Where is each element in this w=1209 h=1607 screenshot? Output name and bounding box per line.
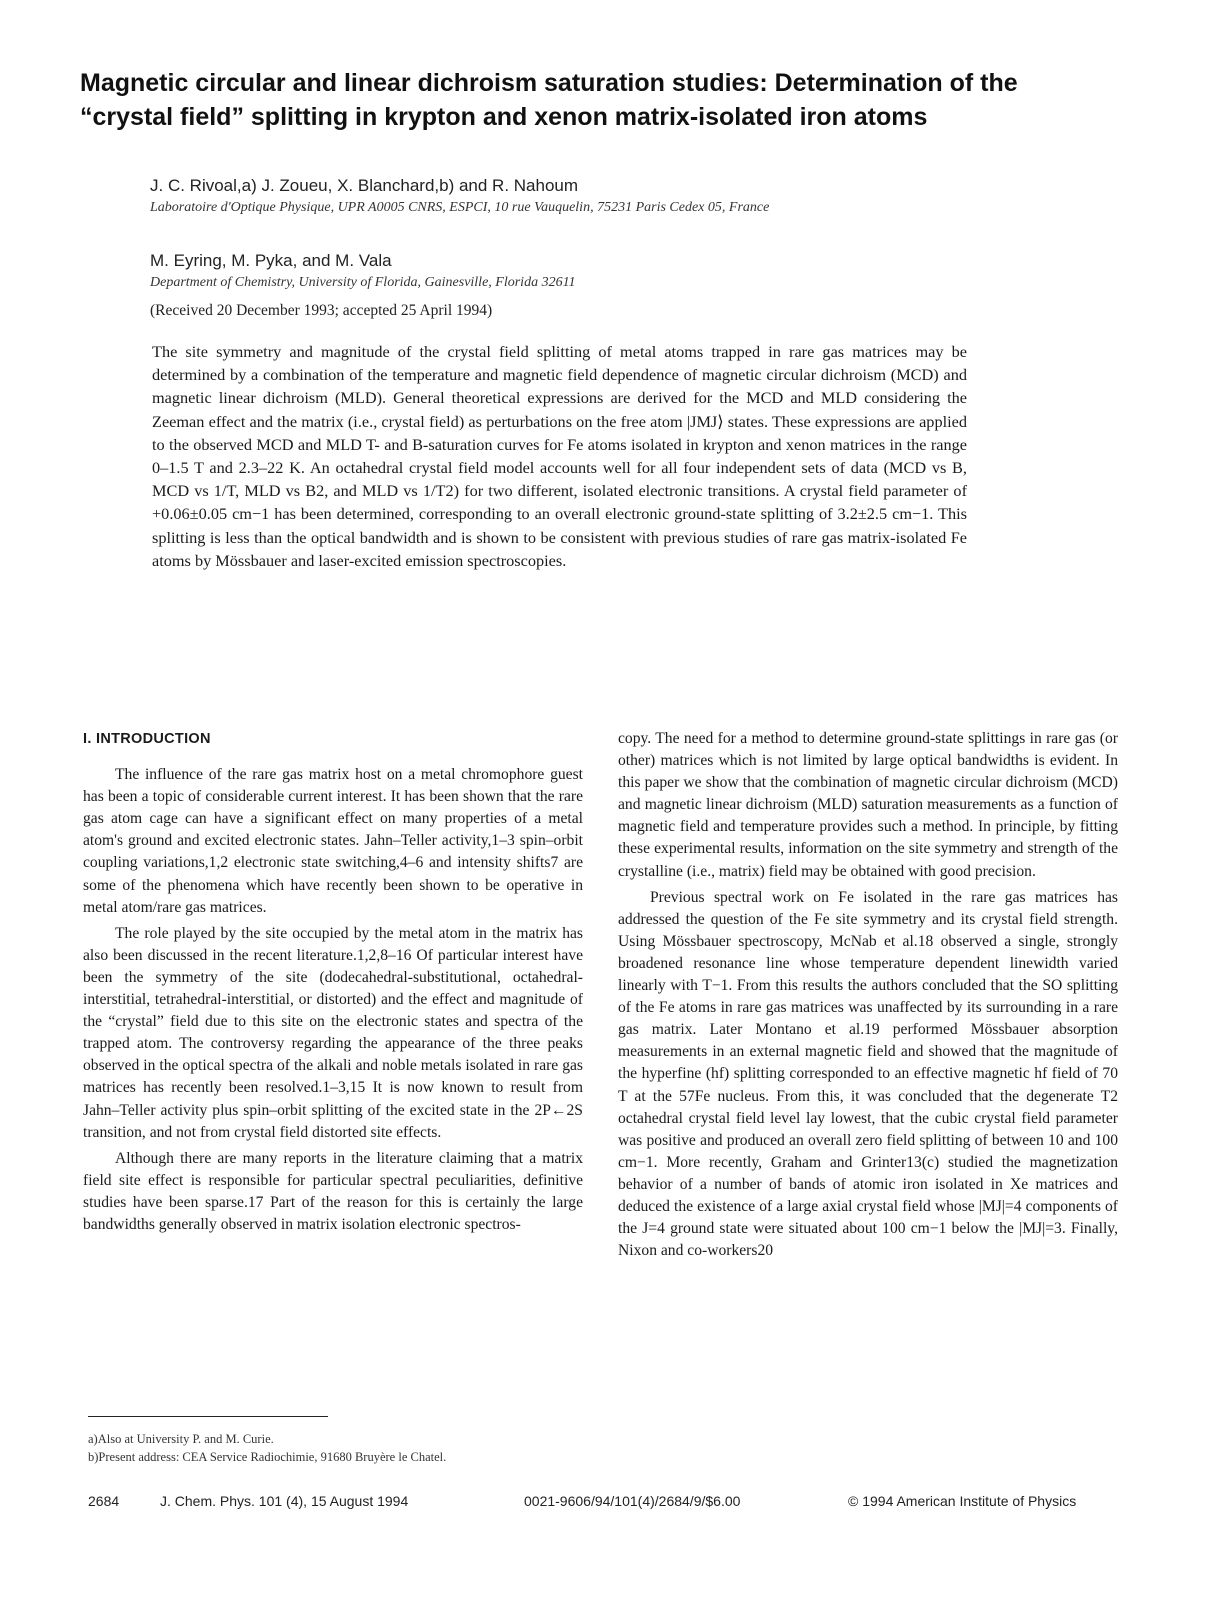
- right-column: [618, 728, 1118, 1266]
- affiliation-2: Department of Chemistry, University of Florida, Gainesville, Florida 32611: [150, 275, 576, 290]
- page-number: 2684: [88, 1493, 120, 1509]
- journal-citation: J. Chem. Phys. 101 (4), 15 August 1994: [160, 1493, 409, 1509]
- author-list-1: J. C. Rivoal,a) J. Zoueu, X. Blanchard,b) and R. Nahoum: [150, 176, 579, 195]
- copyright-notice: © 1994 American Institute of Physics: [848, 1493, 1077, 1509]
- abstract: The site symmetry and magnitude of the crystal field splitting of metal atoms trapped in rare gas matrices may be determined by a combination of the temperature and magnetic field dependence of magnetic circular dichroism (MCD) and magnetic linear dichroism (MLD). General theoretical expressions are derived for the MCD and MLD considering the Zeeman effect and the matrix (i.e., crystal field) as perturbations on the free atom |JMJ⟩ states. These expressions are applied to the observed MCD and MLD T- and B-saturation curves for Fe atoms isolated in krypton and xenon matrices in the range 0–1.5 T and 2.3–22 K. An octahedral crystal field model accounts well for all four independent sets of data (MCD vs B, MCD vs 1/T, MLD vs B2, and MLD vs 1/T2) for two different, isolated electronic transitions. A crystal field parameter of +0.06±0.05 cm−1 has been determined, corresponding to an overall electronic ground-state splitting of 3.2±2.5 cm−1. This splitting is less than the optical bandwidth and is shown to be consistent with previous studies of rare gas matrix-isolated Fe atoms by Mössbauer and laser-excited emission spectroscopies.: [152, 342, 967, 570]
- intro-paragraph: Previous spectral work on Fe isolated in the rare gas matrices has addressed the question of the Fe site symmetry and its crystal field strength. Using Mössbauer spectroscopy, McNab et al.18 observed a single, strongly broadened resonance line whose temperature dependent linewidth varied linearly with T−1. From this results the authors concluded that the SO splitting of the Fe atoms in rare gas matrices was unaffected by its surrounding in a rare gas matrix. Later Montano et al.19 performed Mössbauer absorption measurements in an external magnetic field and showed that the magnitude of the hyperfine (hf) splitting corresponded to an effective magnetic hf field of 70 T at the 57Fe nucleus. From this, it was concluded that the degenerate T2 octahedral crystal field level lay lowest, that the cubic crystal field parameter was positive and produced an overall zero field splitting of between 10 and 100 cm−1. More recently, Graham and Grinter13(c) studied the magnetization behavior of a number of bands of atomic iron isolated in Xe matrices and deduced the existence of a large axial crystal field whose |MJ|=4 components of the J=4 ground state were situated about 100 cm−1 below the |MJ|=3. Finally, Nixon and co-workers20: [618, 888, 1118, 1260]
- article-title: Magnetic circular and linear dichroism saturation studies: Determination of the “crystal field” splitting in krypton and xenon matrix-isolated iron atoms: [80, 69, 1018, 131]
- intro-paragraph: The role played by the site occupied by the metal atom in the matrix has also been discussed in the recent literature.1,2,8–16 Of particular interest have been the symmetry of the site (dodecahedral-substitutional, octahedral-interstitial, tetrahedral-interstitial, or distorted) and the effect and magnitude of the “crystal” field due to this site on the electronic states and spectra of the trapped atom. The controversy regarding the appearance of the three peaks observed in the optical spectra of the alkali and noble metals isolated in rare gas matrices has recently been resolved.1–3,15 It is now known to result from Jahn–Teller activity plus spin–orbit splitting of the excited state in the 2P←2S transition, and not from crystal field distorted site effects.: [83, 924, 583, 1141]
- intro-paragraph: Although there are many reports in the literature claiming that a matrix field site effect is responsible for particular spectral peculiarities, definitive studies have been sparse.17 Part of the reason for this is certainly the large bandwidths generally observed in matrix isolation electronic spectros-: [83, 1149, 583, 1233]
- footnote-a: a)Also at University P. and M. Curie.: [88, 1432, 274, 1446]
- received-dates: (Received 20 December 1993; accepted 25 April 1994): [150, 302, 493, 319]
- left-column: [83, 728, 583, 1240]
- author-list-2: M. Eyring, M. Pyka, and M. Vala: [150, 251, 392, 270]
- section-heading: I. INTRODUCTION: [83, 731, 211, 747]
- article-code: 0021-9606/94/101(4)/2684/9/$6.00: [524, 1493, 741, 1509]
- affiliation-1: Laboratoire d'Optique Physique, UPR A0005 CNRS, ESPCI, 10 rue Vauquelin, 75231 Paris Cedex 05, France: [150, 200, 770, 215]
- footnote-b: b)Present address: CEA Service Radiochimie, 91680 Bruyère le Chatel.: [88, 1450, 447, 1464]
- intro-paragraph: copy. The need for a method to determine ground-state splittings in rare gas (or other) matrices which is not limited by large optical bandwidths is evident. In this paper we show that the combination of magnetic circular dichroism (MCD) and magnetic linear dichroism (MLD) saturation measurements as a function of magnetic field and temperature provides such a method. In principle, by fitting these experimental results, information on the site symmetry and strength of the crystalline (i.e., matrix) field may be obtained with good precision.: [618, 730, 1118, 880]
- intro-paragraph: The influence of the rare gas matrix host on a metal chromophore guest has been a topic of considerable current interest. It has been shown that the rare gas atom cage can have a significant effect on many properties of a metal atom's ground and excited electronic states. Jahn–Teller activity,1–3 spin–orbit coupling variations,1,2 electronic state switching,4–6 and intensity shifts7 are some of the phenomena which have recently been shown to be operative in metal atom/rare gas matrices.: [83, 766, 583, 916]
- footnote-rule: [88, 1416, 328, 1417]
